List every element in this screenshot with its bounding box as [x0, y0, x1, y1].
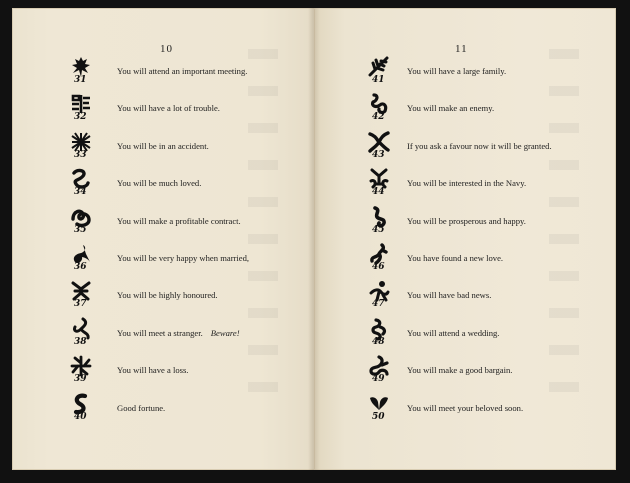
tea-leaf-symbol-icon — [63, 167, 99, 199]
symbol-number: 40 — [74, 411, 87, 422]
fortune-text-main: You will make a profitable contract. — [117, 215, 241, 226]
fortune-entry — [13, 354, 314, 391]
fortune-text-main: You will have bad news. — [407, 290, 492, 301]
symbol-number: 49 — [372, 374, 385, 385]
fortune-text-main: You will be in an accident. — [117, 140, 209, 151]
fortune-text — [117, 328, 240, 338]
fortune-text — [117, 216, 241, 226]
tea-leaf-symbol-icon — [63, 205, 99, 237]
right-entries-list — [315, 55, 615, 429]
fortune-text — [407, 253, 503, 263]
fortune-text — [407, 328, 499, 338]
left-entries-list — [13, 55, 314, 429]
fortune-entry — [315, 167, 615, 204]
fortune-text-main: You will be highly honoured. — [117, 290, 218, 301]
tea-leaf-symbol-icon — [361, 392, 397, 424]
fortune-text — [407, 403, 523, 413]
symbol-number: 47 — [372, 299, 385, 310]
symbol-number: 34 — [74, 187, 87, 198]
fortune-entry — [13, 279, 314, 316]
symbol-number: 48 — [372, 336, 385, 347]
tea-leaf-symbol-icon — [361, 55, 397, 87]
fortune-entry — [13, 317, 314, 354]
fortune-text-main: You will make an enemy. — [407, 103, 495, 114]
right-page-number: 11 — [455, 43, 468, 55]
fortune-text — [407, 103, 494, 113]
symbol-number: 44 — [372, 187, 385, 198]
fortune-text-main: You will meet your beloved soon. — [407, 402, 524, 413]
fortune-entry — [315, 205, 615, 242]
fortune-text-main: You will be interested in the Navy. — [407, 178, 527, 189]
symbol-number: 46 — [372, 261, 385, 272]
fortune-text — [117, 403, 165, 413]
tea-leaf-symbol-icon — [63, 392, 99, 424]
tea-leaf-symbol-icon — [63, 55, 99, 87]
fortune-entry — [13, 205, 314, 242]
tea-leaf-symbol-icon — [63, 130, 99, 162]
open-book — [12, 8, 616, 474]
tea-leaf-symbol-icon — [361, 130, 397, 162]
fortune-entry — [315, 55, 615, 92]
fortune-entry — [13, 130, 314, 167]
symbol-number: 43 — [372, 149, 385, 160]
fortune-text-main: You will be prosperous and happy. — [407, 215, 526, 226]
fortune-text — [407, 216, 526, 226]
fortune-text — [117, 141, 209, 151]
fortune-entry — [13, 392, 314, 429]
right-page — [314, 8, 616, 470]
tea-leaf-symbol-icon — [63, 354, 99, 386]
tea-leaf-symbol-icon — [361, 279, 397, 311]
fortune-text — [407, 141, 552, 151]
fortune-text-main: You will be much loved. — [117, 178, 202, 189]
symbol-number: 39 — [74, 374, 87, 385]
symbol-number: 42 — [372, 112, 385, 123]
fortune-entry — [13, 242, 314, 279]
tea-leaf-symbol-icon — [361, 317, 397, 349]
tea-leaf-symbol-icon — [63, 242, 99, 274]
tea-leaf-symbol-icon — [63, 92, 99, 124]
fortune-entry — [13, 167, 314, 204]
fortune-entry — [13, 92, 314, 129]
symbol-number: 36 — [74, 261, 87, 272]
fortune-entry — [315, 92, 615, 129]
fortune-text-main: You will have a lot of trouble. — [117, 103, 220, 114]
symbol-number: 32 — [74, 112, 87, 123]
fortune-text-emphasis: Beware! — [210, 327, 240, 338]
tea-leaf-symbol-icon — [361, 242, 397, 274]
symbol-number: 50 — [372, 411, 385, 422]
symbol-number: 33 — [74, 149, 87, 160]
fortune-text-main: You will attend a wedding. — [407, 327, 500, 338]
fortune-entry — [315, 392, 615, 429]
fortune-entry — [315, 317, 615, 354]
fortune-text-main: You will attend an important meeting. — [117, 66, 248, 76]
fortune-text — [117, 103, 220, 113]
fortune-entry — [315, 354, 615, 391]
fortune-text — [117, 178, 201, 188]
fortune-text — [407, 290, 491, 300]
fortune-entry — [13, 55, 314, 92]
fortune-text-main: You will have a loss. — [117, 365, 189, 376]
fortune-text — [117, 66, 247, 76]
left-page — [12, 8, 315, 470]
fortune-entry — [315, 130, 615, 167]
symbol-number: 37 — [74, 299, 87, 310]
fortune-text-main: You will have a large family. — [407, 66, 507, 76]
fortune-text-main: You have found a new love. — [407, 252, 504, 263]
symbol-number: 31 — [74, 75, 87, 85]
symbol-number: 35 — [74, 224, 87, 235]
fortune-text — [117, 290, 218, 300]
symbol-number: 38 — [74, 336, 87, 347]
fortune-entry — [315, 242, 615, 279]
fortune-text-main: Good fortune. — [117, 402, 166, 413]
fortune-text — [117, 253, 249, 263]
fortune-entry — [315, 279, 615, 316]
fortune-text-main: You will make a good bargain. — [407, 365, 513, 376]
tea-leaf-symbol-icon — [63, 317, 99, 349]
fortune-text — [407, 365, 512, 375]
fortune-text — [117, 365, 188, 375]
tea-leaf-symbol-icon — [361, 205, 397, 237]
left-page-number: 10 — [160, 43, 173, 55]
tea-leaf-symbol-icon — [361, 167, 397, 199]
fortune-text — [407, 178, 526, 188]
fortune-text-main: You will meet a stranger. — [117, 327, 203, 338]
fortune-text-main: If you ask a favour now it will be granted. — [407, 140, 552, 151]
fortune-text-main: You will be very happy when married, — [117, 252, 250, 263]
tea-leaf-symbol-icon — [63, 279, 99, 311]
symbol-number: 45 — [372, 224, 385, 235]
tea-leaf-symbol-icon — [361, 92, 397, 124]
fortune-text — [407, 66, 506, 76]
tea-leaf-symbol-icon — [361, 354, 397, 386]
symbol-number: 41 — [372, 75, 385, 85]
